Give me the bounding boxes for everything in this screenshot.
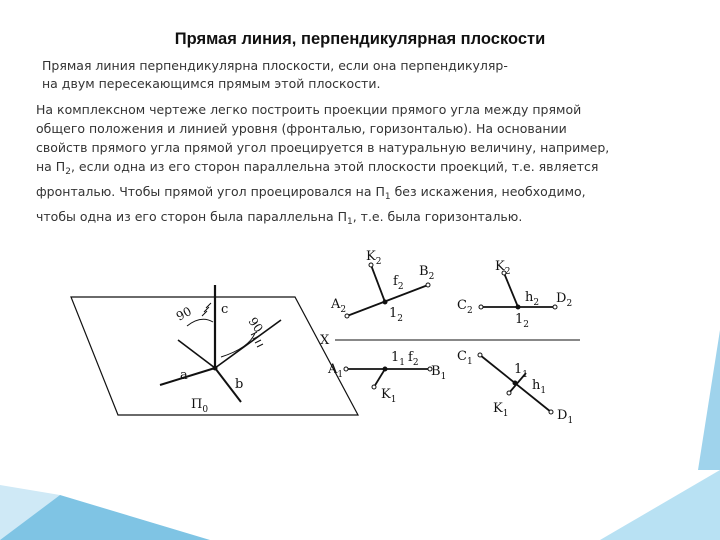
line-b-upper <box>215 320 281 368</box>
point-k1 <box>372 385 376 389</box>
label-h2: $h_2$ <box>525 290 540 308</box>
right-angle-arc-2 <box>221 333 255 357</box>
label-k2-h: $K_2$ <box>495 259 511 277</box>
label-b2: $B_2$ <box>419 264 435 282</box>
point-k1-h <box>507 391 511 395</box>
label-c2: $C_2$ <box>457 298 473 316</box>
para-line-5 <box>36 182 676 207</box>
label-d2: $D_2$ <box>556 291 573 309</box>
deco-edge-triangle <box>698 330 720 470</box>
point-d1 <box>549 410 553 414</box>
para-line-5-sub: 1 <box>384 192 391 202</box>
label-a2: $A_2$ <box>331 297 347 315</box>
label-11-h: $1_1$ <box>514 362 529 380</box>
para-line-5-b: без искажения, необходимо, <box>390 184 586 199</box>
label-k1: $K_1$ <box>381 387 397 405</box>
right-angle-arc-1 <box>187 319 213 326</box>
para-line-2: общего положения и линией уровня (фронталью, горизонталью). На основании <box>36 121 567 136</box>
explanation-paragraph <box>36 100 676 232</box>
slide-title: Прямая линия, перпендикулярная плоскости <box>174 30 546 48</box>
label-plane: $П_0$ <box>191 397 209 415</box>
frontal-projection-f2 <box>330 249 434 324</box>
angle-label-1: 90 <box>173 304 194 324</box>
frontal-projection-h2 <box>457 259 572 330</box>
label-f1: $f_2$ <box>408 350 419 368</box>
label-a: a <box>180 368 188 383</box>
label-k2: $K_2$ <box>366 249 382 267</box>
label-b1: $B_1$ <box>431 364 447 382</box>
para-line-6 <box>36 207 676 232</box>
point-c2 <box>479 305 483 309</box>
label-c: c <box>221 302 229 317</box>
line-k2-h <box>504 273 518 307</box>
pictorial-view <box>71 285 358 415</box>
para-line-1: На комплексном чертеже легко построить проекции прямого угла между прямой <box>36 102 582 117</box>
label-a1: $A_1$ <box>328 362 344 380</box>
line-f2 <box>347 285 428 316</box>
para-line-6-b: , т.е. была горизонталью. <box>352 209 523 224</box>
line-a <box>178 340 215 368</box>
label-f2: $f_2$ <box>393 274 404 292</box>
definition-line-2: на двум пересекающимся прямым этой плоскости. <box>42 76 381 91</box>
foot-point <box>213 366 217 370</box>
point-b2 <box>426 283 430 287</box>
horizontal-projection-h1 <box>457 349 573 426</box>
label-d1: $D_1$ <box>557 408 574 426</box>
para-line-4-a: на П <box>36 159 66 174</box>
point-12 <box>383 300 387 304</box>
label-k1-h: $K_1$ <box>493 401 509 419</box>
point-12-h <box>516 305 520 309</box>
label-c1: $C_1$ <box>457 349 473 367</box>
label-b: b <box>235 377 244 392</box>
decorative-edge <box>690 0 720 540</box>
label-12-h: $1_2$ <box>515 312 530 330</box>
point-11-h <box>513 381 517 385</box>
para-line-4 <box>36 157 676 182</box>
para-line-4-sub: 2 <box>65 167 71 177</box>
para-line-6-sub: 1 <box>346 217 353 227</box>
label-12: $1_2$ <box>389 306 404 324</box>
label-11: $1_1$ <box>391 350 406 368</box>
figure-svg <box>63 245 580 427</box>
angle-label-2: 90 <box>245 314 266 336</box>
horizontal-projection-f1 <box>327 350 446 405</box>
para-line-5-a: фронталью. Чтобы прямой угол проецировался на П <box>36 184 385 199</box>
point-c1 <box>478 353 482 357</box>
line-k1 <box>374 369 385 387</box>
para-line-6-a: чтобы одна из его сторон была параллельна П <box>36 209 347 224</box>
definition-line-1: Прямая линия перпендикулярна плоскости, если она перпендикуляр- <box>42 58 508 73</box>
hatch-marks-1 <box>202 303 211 316</box>
definition-text <box>42 57 562 93</box>
point-11 <box>383 367 387 371</box>
line-k2 <box>371 265 385 302</box>
label-h1: $h_1$ <box>532 378 547 396</box>
para-line-3: свойств прямого угла прямой угол проецируется в натуральную величину, например, <box>36 140 610 155</box>
geometry-figure <box>63 245 580 427</box>
para-line-4-b: , если одна из его сторон параллельна этой плоскости проекций, т.е. является <box>70 159 599 174</box>
point-a1 <box>344 367 348 371</box>
axis-label-x: X <box>320 333 330 348</box>
